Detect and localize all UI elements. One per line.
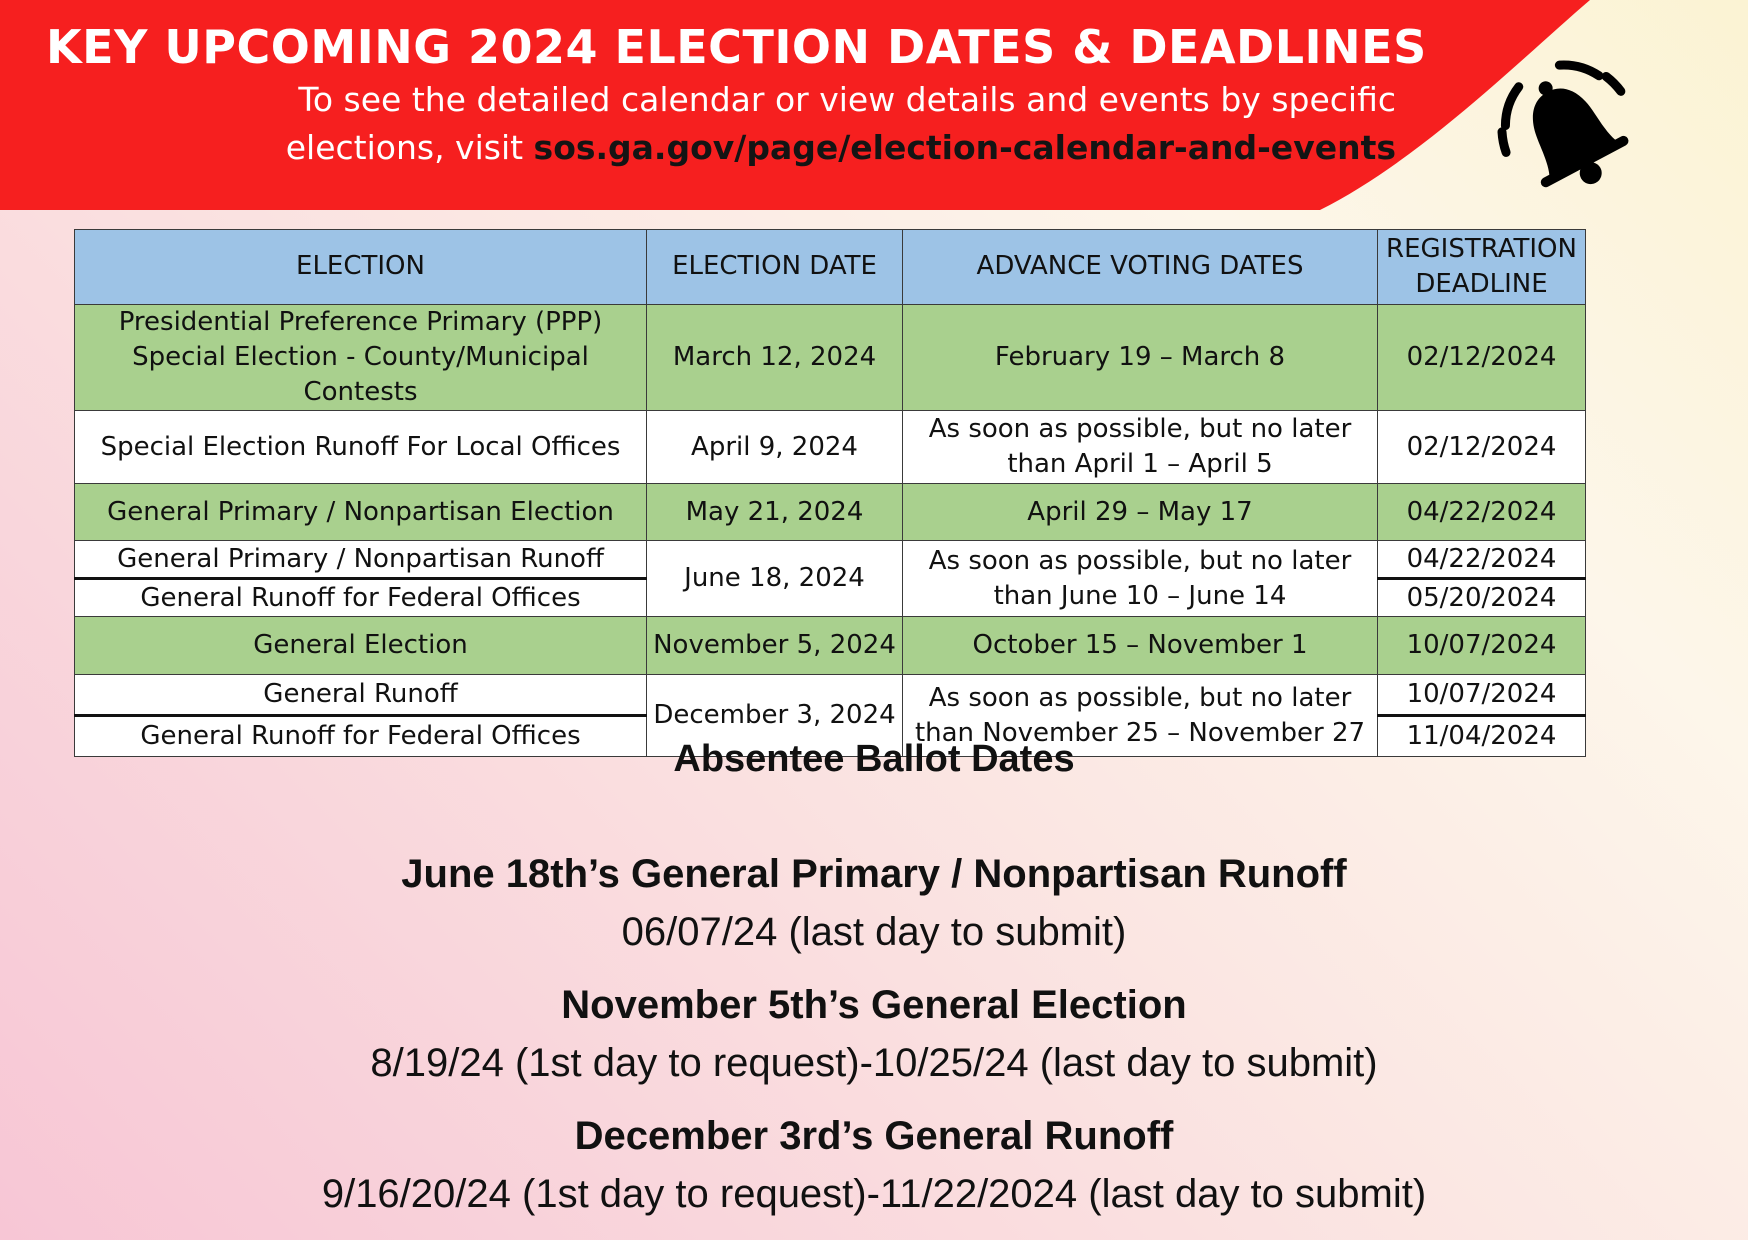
- election-date-cell: November 5, 2024: [647, 617, 903, 675]
- registration-cell: 10/07/2024: [1378, 617, 1586, 675]
- advance-line-2: than April 1 – April 5: [1007, 449, 1273, 480]
- absentee-item-title: December 3rd’s General Runoff: [574, 1114, 1174, 1158]
- col-registration-line-2: DEADLINE: [1415, 269, 1548, 299]
- table-row: [75, 541, 1586, 579]
- election-cell: [75, 305, 647, 411]
- page-title: KEY UPCOMING 2024 ELECTION DATES & DEADLINES: [46, 20, 1427, 74]
- absentee-item-dates: 8/19/24 (1st day to request)-10/25/24 (last day to submit): [370, 1041, 1378, 1085]
- subtitle-prefix: elections, visit: [285, 128, 534, 167]
- table-row: [75, 617, 1586, 675]
- registration-cell: 11/04/2024: [1378, 716, 1586, 757]
- advance-line-1: As soon as possible, but no later: [928, 545, 1352, 576]
- election-date-cell: April 9, 2024: [647, 411, 903, 484]
- election-date-cell: May 21, 2024: [647, 484, 903, 541]
- col-election: ELECTION: [75, 230, 647, 305]
- election-cell: General Runoff for Federal Offices: [75, 716, 647, 757]
- advance-voting-cell: [903, 541, 1378, 617]
- subtitle-line-1: To see the detailed calendar or view details and events by specific: [298, 80, 1396, 119]
- registration-cell: 02/12/2024: [1378, 411, 1586, 484]
- advance-voting-cell: February 19 – March 8: [903, 305, 1378, 411]
- election-date-cell: December 3, 2024: [647, 675, 903, 757]
- col-election-date: ELECTION DATE: [647, 230, 903, 305]
- election-cell: General Runoff: [75, 675, 647, 716]
- table-row: [75, 484, 1586, 541]
- col-advance-voting: ADVANCE VOTING DATES: [903, 230, 1378, 305]
- advance-voting-cell: April 29 – May 17: [903, 484, 1378, 541]
- election-cell: General Primary / Nonpartisan Runoff: [75, 541, 647, 579]
- table-row: [75, 411, 1586, 484]
- absentee-item-dates: 9/16/20/24 (1st day to request)-11/22/2024 (last day to submit): [321, 1172, 1427, 1216]
- absentee-item-title: June 18th’s General Primary / Nonpartisan Runoff: [401, 852, 1347, 896]
- election-cell: General Runoff for Federal Offices: [75, 579, 647, 617]
- advance-line-1: As soon as possible, but no later: [928, 682, 1352, 713]
- registration-cell: 05/20/2024: [1378, 579, 1586, 617]
- bell-icon: [1492, 56, 1650, 208]
- table-row: [75, 675, 1586, 716]
- registration-cell: 04/22/2024: [1378, 541, 1586, 579]
- absentee-item-dates: 06/07/24 (last day to submit): [621, 910, 1127, 954]
- election-schedule-table: [74, 229, 1586, 757]
- calendar-link[interactable]: sos.ga.gov/page/election-calendar-and-events: [533, 128, 1396, 167]
- election-line-2: Special Election - County/Municipal Contests: [132, 342, 589, 408]
- registration-cell: 04/22/2024: [1378, 484, 1586, 541]
- election-date-cell: June 18, 2024: [647, 541, 903, 617]
- election-cell: General Primary / Nonpartisan Election: [75, 484, 647, 541]
- absentee-item-title: November 5th’s General Election: [561, 983, 1187, 1027]
- table-header-row: [75, 230, 1586, 305]
- advance-voting-cell: [903, 411, 1378, 484]
- col-registration-deadline: [1378, 230, 1586, 305]
- election-line-1: Presidential Preference Primary (PPP): [118, 307, 603, 337]
- election-cell: General Election: [75, 617, 647, 675]
- col-registration-line-1: REGISTRATION: [1386, 233, 1577, 264]
- advance-line-1: As soon as possible, but no later: [928, 414, 1352, 445]
- registration-cell: 10/07/2024: [1378, 675, 1586, 716]
- table-row: [75, 305, 1586, 411]
- subtitle-line-2: [286, 128, 1396, 167]
- registration-cell: 02/12/2024: [1378, 305, 1586, 411]
- advance-line-2: than June 10 – June 14: [993, 580, 1287, 611]
- advance-line-2: than November 25 – November 27: [914, 717, 1366, 748]
- advance-voting-cell: October 15 – November 1: [903, 617, 1378, 675]
- election-cell: Special Election Runoff For Local Offices: [75, 411, 647, 484]
- election-date-cell: March 12, 2024: [647, 305, 903, 411]
- absentee-heading: Absentee Ballot Dates: [673, 738, 1075, 780]
